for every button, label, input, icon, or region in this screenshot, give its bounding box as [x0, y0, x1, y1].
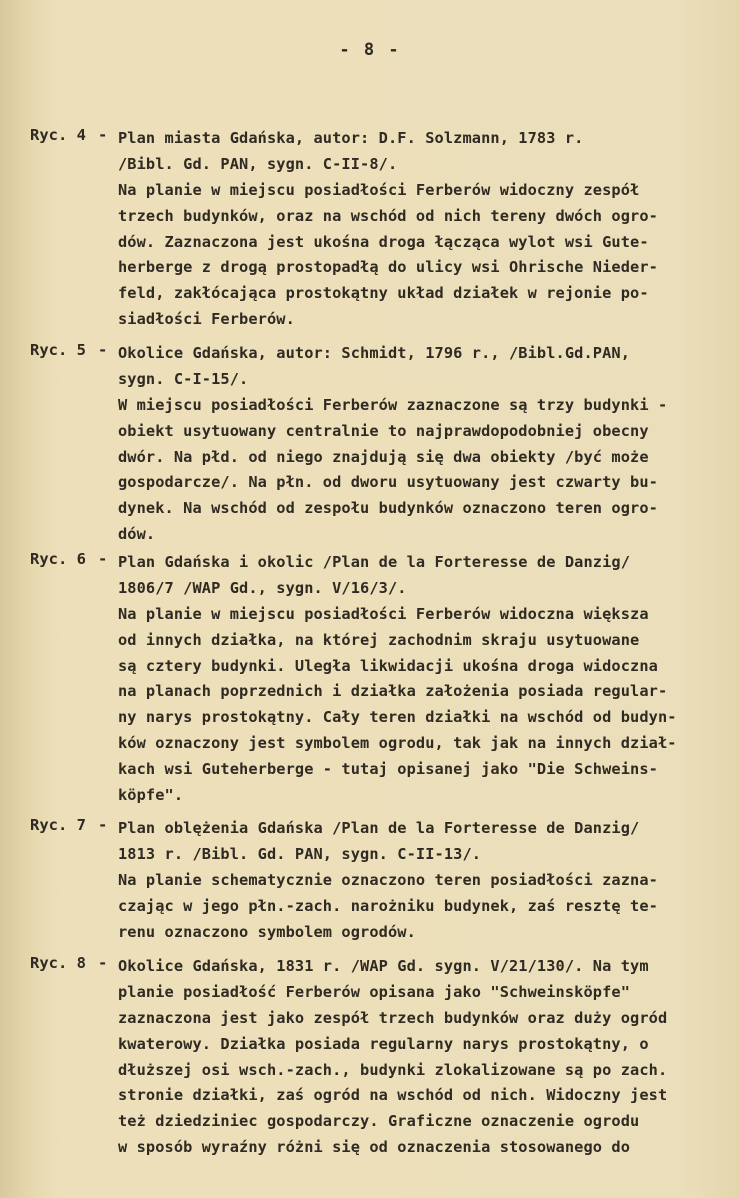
entry-label: Ryc. 4	[30, 126, 86, 144]
text-line: stronie działki, zaś ogród na wschód od nich. Widoczny jest	[118, 1086, 668, 1105]
text-line: dłuższej osi wsch.-zach., budynki zlokalizowane są po zach.	[118, 1060, 668, 1079]
entry-dash: -	[98, 341, 108, 359]
entry-text	[118, 816, 730, 945]
text-line: dynek. Na wschód od zespołu budynków oznaczono teren ogro-	[118, 499, 658, 518]
text-line: są cztery budynki. Uległa likwidacji ukośna droga widoczna	[118, 656, 658, 675]
entry-dash: -	[98, 126, 108, 144]
entry-text	[118, 550, 730, 809]
text-line: czając w jego płn.-zach. narożniku budynek, zaś resztę te-	[118, 896, 658, 915]
text-line: Plan miasta Gdańska, autor: D.F. Solzmann, 1783 r.	[118, 129, 584, 147]
text-line: dów.	[118, 525, 156, 544]
text-line: W miejscu posiadłości Ferberów zaznaczone są trzy budynki -	[118, 395, 668, 414]
text-line: siadłości Ferberów.	[118, 310, 295, 329]
entry-label: Ryc. 5	[30, 341, 86, 359]
text-line: ny narys prostokątny. Cały teren działki na wschód od budyn-	[118, 708, 677, 727]
text-line: kach wsi Guteherberge - tutaj opisanej jako "Die Schweins-	[118, 760, 658, 779]
text-line: gospodarcze/. Na płn. od dworu usytuowany jest czwarty bu-	[118, 473, 658, 492]
text-line: /Bibl. Gd. PAN, sygn. C-II-8/.	[118, 154, 398, 173]
text-line: 1813 r. /Bibl. Gd. PAN, sygn. C-II-13/.	[118, 844, 482, 863]
text-line: sygn. C-I-15/.	[118, 369, 249, 388]
text-line: planie posiadłość Ferberów opisana jako "Schweinsköpfe"	[118, 982, 631, 1001]
entry-text	[118, 341, 730, 548]
text-line: na planach poprzednich i działka założenia posiada regular-	[118, 682, 668, 701]
entry-label: Ryc. 6	[30, 550, 86, 568]
text-line: kwaterowy. Działka posiada regularny narys prostokątny, o	[118, 1034, 649, 1053]
text-line: trzech budynków, oraz na wschód od nich tereny dwóch ogro-	[118, 206, 658, 225]
entry-text	[118, 954, 730, 1161]
text-line: obiekt usytuowany centralnie to najprawdopodobniej obecny	[118, 421, 649, 440]
text-line: też dziedziniec gospodarczy. Graficzne oznaczenie ogrodu	[118, 1112, 640, 1131]
entry-label: Ryc. 8	[30, 954, 86, 972]
text-line: Na planie schematycznie oznaczono teren posiadłości zazna-	[118, 870, 658, 889]
entry-dash: -	[98, 954, 108, 972]
text-line: herberge z drogą prostopadłą do ulicy wsi Ohrische Nieder-	[118, 258, 658, 277]
text-line: Plan oblężenia Gdańska /Plan de la Forteresse de Danzig/	[118, 819, 640, 837]
text-line: köpfe".	[118, 786, 184, 805]
text-line: feld, zakłócająca prostokątny układ działek w rejonie po-	[118, 284, 649, 303]
text-line: Plan Gdańska i okolic /Plan de la Forteresse de Danzig/	[118, 553, 631, 571]
text-line: w sposób wyraźny różni się od oznaczenia stosowanego do	[118, 1138, 631, 1157]
text-line: zaznaczona jest jako zespół trzech budynków oraz duży ogród	[118, 1008, 668, 1027]
page-number: - 8 -	[339, 40, 401, 60]
entry-text	[118, 126, 730, 333]
text-line: Okolice Gdańska, 1831 r. /WAP Gd. sygn. V/21/130/. Na tym	[118, 957, 649, 975]
text-line: 1806/7 /WAP Gd., sygn. V/16/3/.	[118, 578, 407, 597]
text-line: od innych działka, na której zachodnim skraju usytuowane	[118, 630, 640, 649]
text-line: renu oznaczono symbolem ogrodów.	[118, 922, 416, 941]
entry-dash: -	[98, 550, 108, 568]
text-line: ków oznaczony jest symbolem ogrodu, tak jak na innych dział-	[118, 734, 677, 753]
text-line: Na planie w miejscu posiadłości Ferberów widoczny zespół	[118, 180, 640, 199]
text-line: Na planie w miejscu posiadłości Ferberów widoczna większa	[118, 604, 649, 623]
text-line: dów. Zaznaczona jest ukośna droga łącząca wylot wsi Gute-	[118, 232, 649, 251]
entry-dash: -	[98, 816, 108, 834]
text-line: dwór. Na płd. od niego znajdują się dwa obiekty /być może	[118, 447, 649, 466]
entry-label: Ryc. 7	[30, 816, 86, 834]
text-line: Okolice Gdańska, autor: Schmidt, 1796 r., /Bibl.Gd.PAN,	[118, 344, 631, 362]
